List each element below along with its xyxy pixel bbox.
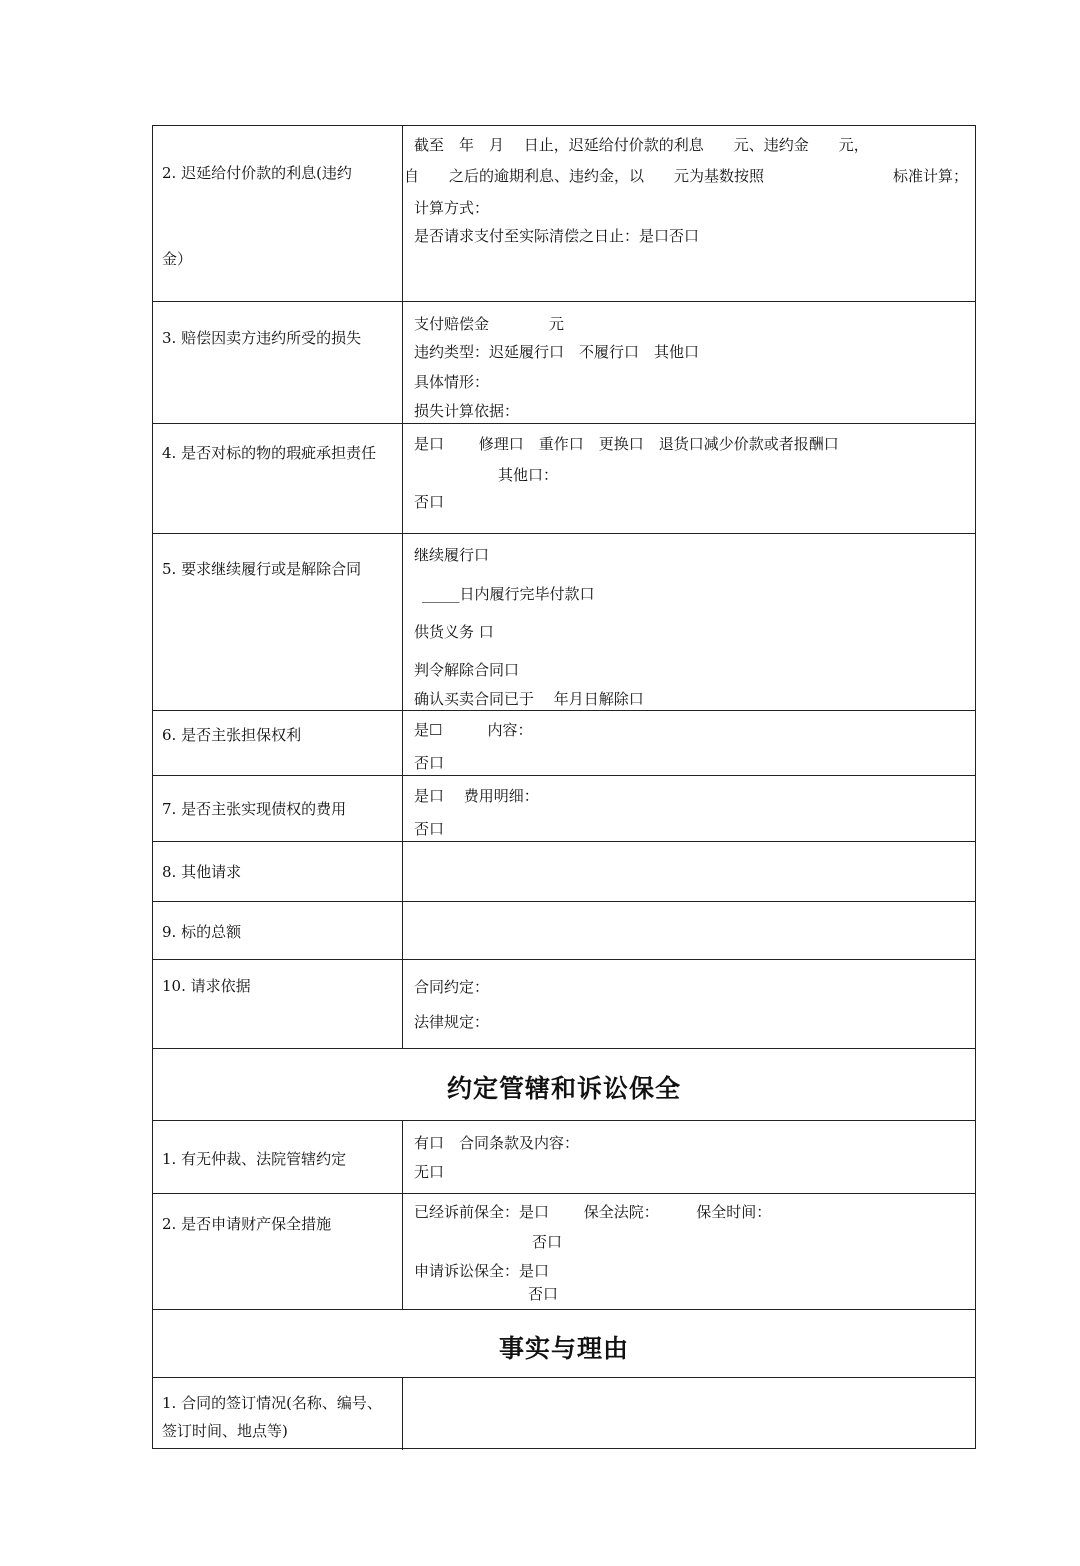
text-line: 截至 年 月 日止，迟延给付价款的利息 元、违约金 元， (414, 136, 869, 154)
row-label-cell (153, 960, 403, 1048)
row-label: 4. 是否对标的物的瑕疵承担责任 (162, 444, 377, 462)
text-line: 申请诉讼保全：是口 (414, 1262, 550, 1280)
row-label: 2. 是否申请财产保全措施 (162, 1215, 332, 1233)
row-value-cell (403, 776, 975, 841)
row-label: 金） (162, 250, 193, 268)
text-line: 合同约定： (414, 978, 490, 996)
row-claim-basis (153, 960, 975, 1049)
row-value-cell (403, 842, 975, 901)
text-line: 判令解除合同口 (414, 661, 520, 679)
text-line: 无口 (414, 1163, 445, 1181)
row-label-cell (153, 534, 403, 710)
section-header-jurisdiction (153, 1049, 975, 1121)
row-value-cell (403, 902, 975, 959)
text-line: 是☐ 内容： (414, 721, 533, 739)
text-line: 继续履行口 (414, 546, 490, 564)
row-value-cell (403, 1378, 975, 1450)
row-label-cell (153, 1121, 403, 1193)
text-line: 是否请求支付至实际清偿之日止：是口否口 (414, 227, 700, 245)
row-label-cell (153, 1378, 403, 1450)
text-line: 供货义务 口 (414, 623, 494, 641)
text-line: 是口 费用明细： (414, 787, 539, 805)
text-line: 自 之后的逾期利息、违约金，以 元为基数按照 (404, 167, 765, 185)
row-value-cell (403, 1121, 975, 1193)
row-label: 签订时间、地点等) (162, 1422, 288, 1440)
section-title: 事实与理由 (498, 1334, 629, 1363)
row-value-cell (403, 424, 975, 533)
row-arbitration-agreement (153, 1121, 975, 1194)
text-line: _____日内履行完毕付款口 (422, 585, 595, 603)
text-line: 否口 (532, 1233, 563, 1251)
form-table (152, 125, 976, 1449)
row-label: 10. 请求依据 (162, 977, 251, 995)
text-line: 具体情形： (414, 373, 490, 391)
row-label-cell (153, 302, 403, 423)
row-label-cell (153, 1194, 403, 1309)
row-label-cell (153, 842, 403, 901)
text-line: 计算方式： (414, 199, 490, 217)
text-line: 否口 (414, 754, 445, 772)
row-value-cell (403, 1194, 975, 1309)
row-label-cell (153, 776, 403, 841)
row-label: 7. 是否主张实现债权的费用 (162, 800, 347, 818)
text-line: 否口 (414, 493, 445, 511)
text-line: 法律规定： (414, 1013, 490, 1031)
row-value-cell (403, 126, 975, 301)
text-line: 否口 (414, 820, 445, 838)
row-value-cell (403, 302, 975, 423)
row-label: 3. 赔偿因卖方违约所受的损失 (162, 329, 362, 347)
text-line: 否口 (528, 1285, 559, 1303)
text-line: 是口 修理口 重作口 更换口 退货口减少价款或者报酬口 (414, 435, 839, 453)
text-line: 其他口： (498, 466, 559, 484)
row-continue-or-terminate (153, 534, 975, 711)
row-label-cell (153, 126, 403, 301)
row-label-cell (153, 424, 403, 533)
row-label-cell (153, 711, 403, 775)
row-label: 2. 迟延给付价款的利息(违约 (162, 164, 352, 182)
row-defect-liability (153, 424, 975, 534)
text-line: 已经诉前保全：是口 保全法院： 保全时间： (414, 1203, 772, 1221)
row-other-claims (153, 842, 975, 902)
text-line: 损失计算依据： (414, 402, 520, 420)
row-value-cell (403, 711, 975, 775)
row-delay-interest (153, 126, 975, 302)
text-line: 标准计算； (892, 167, 968, 185)
section-title: 约定管辖和诉讼保全 (446, 1074, 681, 1103)
text-line: 确认买卖合同已于 年月日解除口 (414, 690, 644, 708)
row-label: 1. 合同的签订情况(名称、编号、 (162, 1394, 382, 1412)
text-line: 支付赔偿金 元 (414, 315, 565, 333)
row-label: 5. 要求继续履行或是解除合同 (162, 560, 362, 578)
row-total-amount (153, 902, 975, 960)
row-security-rights (153, 711, 975, 776)
row-value-cell (403, 534, 975, 710)
text-line: 有口 合同条款及内容： (414, 1134, 580, 1152)
row-value-cell (403, 960, 975, 1048)
text-line: 违约类型：迟延履行口 不履行口 其他口 (414, 343, 700, 361)
row-label: 9. 标的总额 (162, 923, 242, 941)
row-label: 8. 其他请求 (162, 863, 242, 881)
row-label-cell (153, 902, 403, 959)
row-property-preservation (153, 1194, 975, 1310)
row-label: 6. 是否主张担保权利 (162, 726, 302, 744)
row-realization-costs (153, 776, 975, 842)
row-label: 1. 有无仲裁、法院管辖约定 (162, 1150, 347, 1168)
row-damages (153, 302, 975, 424)
section-header-facts (153, 1310, 975, 1378)
row-contract-signing (153, 1378, 975, 1450)
